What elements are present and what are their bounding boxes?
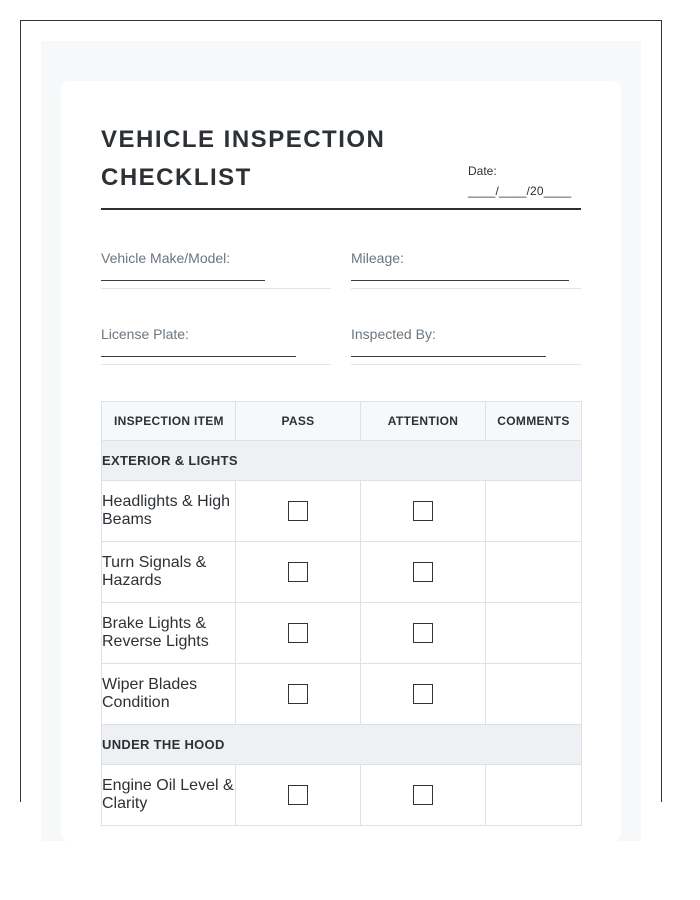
date-label: Date: (468, 164, 497, 178)
license-plate-label: License Plate: (101, 326, 189, 342)
table-row (102, 664, 582, 725)
pass-cell (236, 603, 361, 664)
pass-cell (236, 664, 361, 725)
header-pass: PASS (236, 402, 361, 441)
title-divider (101, 208, 581, 210)
item-name: Turn Signals & Hazards (102, 542, 236, 603)
item-name: Engine Oil Level & Clarity (102, 765, 236, 826)
pass-cell (236, 542, 361, 603)
comments-cell[interactable] (486, 664, 582, 725)
section-row-exterior-lights (102, 441, 582, 481)
attention-cell (361, 542, 486, 603)
attention-cell (361, 481, 486, 542)
attention-checkbox[interactable] (413, 623, 433, 643)
pass-checkbox[interactable] (288, 785, 308, 805)
mileage-blank[interactable] (351, 280, 569, 281)
header-inspection-item: INSPECTION ITEM (102, 402, 236, 441)
vehicle-make-model-label: Vehicle Make/Model: (101, 250, 231, 266)
header-attention: ATTENTION (361, 402, 486, 441)
attention-checkbox[interactable] (413, 562, 433, 582)
page-viewport (20, 20, 662, 812)
attention-cell (361, 765, 486, 826)
vehicle-make-model-field (101, 249, 331, 267)
date-block (468, 161, 571, 201)
pass-cell (236, 481, 361, 542)
comments-cell[interactable] (486, 542, 582, 603)
pass-checkbox[interactable] (288, 623, 308, 643)
field-rule (101, 288, 331, 289)
table-row (102, 481, 582, 542)
inspected-by-label: Inspected By: (351, 326, 436, 342)
attention-cell (361, 603, 486, 664)
inspected-by-field (351, 325, 581, 343)
field-rule (101, 364, 331, 365)
inspection-table (101, 401, 582, 826)
comments-cell[interactable] (486, 603, 582, 664)
inspected-by-blank[interactable] (351, 356, 546, 357)
section-title-exterior-lights: EXTERIOR & LIGHTS (102, 441, 582, 481)
vehicle-make-model-blank[interactable] (101, 280, 265, 281)
mileage-field (351, 249, 581, 267)
attention-checkbox[interactable] (413, 785, 433, 805)
field-rule (351, 288, 581, 289)
table-row (102, 542, 582, 603)
item-name: Brake Lights & Reverse Lights (102, 603, 236, 664)
comments-cell[interactable] (486, 481, 582, 542)
field-rule (351, 364, 581, 365)
mileage-label: Mileage: (351, 250, 404, 266)
section-row-under-the-hood (102, 725, 582, 765)
section-title-under-the-hood: UNDER THE HOOD (102, 725, 582, 765)
attention-checkbox[interactable] (413, 684, 433, 704)
date-field[interactable]: ____/____/20____ (468, 184, 572, 198)
table-row (102, 765, 582, 826)
license-plate-blank[interactable] (101, 356, 296, 357)
attention-checkbox[interactable] (413, 501, 433, 521)
table-row (102, 603, 582, 664)
pass-checkbox[interactable] (288, 562, 308, 582)
item-name: Wiper Blades Condition (102, 664, 236, 725)
attention-cell (361, 664, 486, 725)
pass-checkbox[interactable] (288, 684, 308, 704)
license-plate-field (101, 325, 331, 343)
document-title: VEHICLE INSPECTION CHECKLIST (101, 126, 386, 191)
item-name: Headlights & High Beams (102, 481, 236, 542)
pass-checkbox[interactable] (288, 501, 308, 521)
comments-cell[interactable] (486, 765, 582, 826)
pass-cell (236, 765, 361, 826)
header-comments: COMMENTS (486, 402, 582, 441)
table-header-row (102, 402, 582, 441)
